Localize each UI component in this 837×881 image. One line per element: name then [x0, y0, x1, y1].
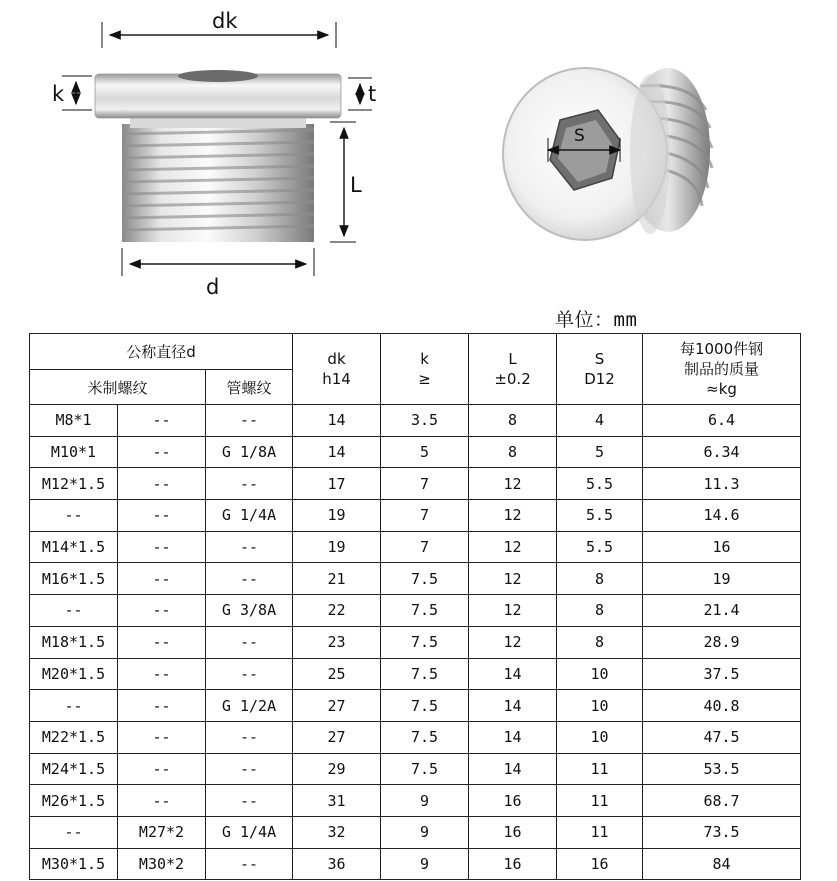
cell-weight: 68.7 [643, 785, 801, 817]
cell-L: 12 [469, 500, 557, 532]
cell-weight: 37.5 [643, 658, 801, 690]
spec-table [29, 333, 801, 880]
table-row [30, 531, 801, 563]
cell-metric-thread: -- [30, 500, 118, 532]
cell-S: 10 [557, 658, 643, 690]
cell-metric-thread: M16*1.5 [30, 563, 118, 595]
cell-metric-thread-2: -- [118, 563, 206, 595]
cell-k: 9 [381, 785, 469, 817]
cell-metric-thread: M8*1 [30, 405, 118, 437]
cell-metric-thread-2: -- [118, 405, 206, 437]
spec-table-body [30, 405, 801, 880]
cell-S: 8 [557, 595, 643, 627]
cell-pipe-thread: G 1/4A [206, 500, 293, 532]
cell-L: 14 [469, 721, 557, 753]
cell-weight: 40.8 [643, 690, 801, 722]
cell-dk: 14 [293, 436, 381, 468]
cell-k: 5 [381, 436, 469, 468]
cell-S: 5.5 [557, 468, 643, 500]
cell-metric-thread-2: -- [118, 531, 206, 563]
cell-dk: 22 [293, 595, 381, 627]
unit-label: 单位：mm [555, 309, 638, 331]
cell-dk: 25 [293, 658, 381, 690]
dim-label-k: k [52, 82, 65, 106]
cell-metric-thread: -- [30, 816, 118, 848]
cell-metric-thread: M14*1.5 [30, 531, 118, 563]
cell-metric-thread-2: -- [118, 595, 206, 627]
cell-L: 14 [469, 658, 557, 690]
header-dk: dk h14 [293, 334, 381, 405]
cell-metric-thread: M18*1.5 [30, 626, 118, 658]
table-row [30, 785, 801, 817]
cell-metric-thread: M10*1 [30, 436, 118, 468]
table-row [30, 626, 801, 658]
table-row [30, 563, 801, 595]
cell-k: 9 [381, 848, 469, 880]
cell-dk: 17 [293, 468, 381, 500]
cell-S: 5 [557, 436, 643, 468]
table-row [30, 721, 801, 753]
dim-label-t: t [368, 82, 377, 106]
cell-pipe-thread: -- [206, 753, 293, 785]
cell-dk: 32 [293, 816, 381, 848]
cell-S: 8 [557, 563, 643, 595]
cell-metric-thread-2: -- [118, 721, 206, 753]
cell-k: 7.5 [381, 626, 469, 658]
cell-L: 14 [469, 690, 557, 722]
cell-weight: 14.6 [643, 500, 801, 532]
cell-dk: 29 [293, 753, 381, 785]
cell-pipe-thread: -- [206, 531, 293, 563]
cell-L: 12 [469, 626, 557, 658]
dim-label-dk: dk [212, 9, 238, 33]
cell-metric-thread-2: -- [118, 468, 206, 500]
cell-weight: 16 [643, 531, 801, 563]
table-row [30, 753, 801, 785]
cell-k: 7.5 [381, 721, 469, 753]
cell-dk: 27 [293, 721, 381, 753]
cell-S: 11 [557, 785, 643, 817]
cell-metric-thread: -- [30, 595, 118, 627]
cell-pipe-thread: -- [206, 658, 293, 690]
cell-weight: 47.5 [643, 721, 801, 753]
cell-L: 16 [469, 848, 557, 880]
cell-metric-thread-2: -- [118, 785, 206, 817]
cell-pipe-thread: -- [206, 848, 293, 880]
cell-k: 7.5 [381, 753, 469, 785]
cell-L: 12 [469, 595, 557, 627]
perspective-view-plug [503, 68, 712, 240]
cell-L: 8 [469, 436, 557, 468]
cell-weight: 11.3 [643, 468, 801, 500]
cell-dk: 21 [293, 563, 381, 595]
cell-metric-thread-2: -- [118, 658, 206, 690]
cell-pipe-thread: -- [206, 721, 293, 753]
cell-S: 10 [557, 721, 643, 753]
cell-weight: 73.5 [643, 816, 801, 848]
cell-k: 7 [381, 468, 469, 500]
cell-k: 7.5 [381, 563, 469, 595]
header-L: L ±0.2 [469, 334, 557, 405]
table-row [30, 405, 801, 437]
cell-pipe-thread: G 3/8A [206, 595, 293, 627]
cell-weight: 6.34 [643, 436, 801, 468]
cell-S: 4 [557, 405, 643, 437]
table-row [30, 816, 801, 848]
table-row [30, 690, 801, 722]
cell-dk: 27 [293, 690, 381, 722]
cell-L: 8 [469, 405, 557, 437]
table-row [30, 500, 801, 532]
side-view-plug [52, 9, 376, 299]
cell-S: 11 [557, 753, 643, 785]
cell-L: 12 [469, 563, 557, 595]
cell-weight: 19 [643, 563, 801, 595]
cell-metric-thread-2: -- [118, 436, 206, 468]
cell-metric-thread: -- [30, 690, 118, 722]
cell-pipe-thread: G 1/2A [206, 690, 293, 722]
cell-metric-thread: M24*1.5 [30, 753, 118, 785]
cell-k: 9 [381, 816, 469, 848]
cell-k: 7.5 [381, 658, 469, 690]
cell-S: 5.5 [557, 531, 643, 563]
cell-dk: 19 [293, 531, 381, 563]
cell-metric-thread: M22*1.5 [30, 721, 118, 753]
product-drawings [0, 0, 837, 320]
header-nominal-diameter: 公称直径d [30, 334, 293, 370]
cell-k: 7 [381, 531, 469, 563]
header-pipe-thread: 管螺纹 [206, 370, 293, 405]
cell-k: 7.5 [381, 595, 469, 627]
cell-pipe-thread: -- [206, 563, 293, 595]
cell-L: 16 [469, 816, 557, 848]
table-row [30, 595, 801, 627]
header-metric-thread: 米制螺纹 [30, 370, 206, 405]
header-S: S D12 [557, 334, 643, 405]
cell-metric-thread: M26*1.5 [30, 785, 118, 817]
cell-k: 7.5 [381, 690, 469, 722]
cell-S: 10 [557, 690, 643, 722]
cell-metric-thread-2: -- [118, 690, 206, 722]
cell-pipe-thread: -- [206, 626, 293, 658]
table-row [30, 848, 801, 880]
cell-weight: 6.4 [643, 405, 801, 437]
cell-L: 16 [469, 785, 557, 817]
table-row [30, 436, 801, 468]
cell-weight: 21.4 [643, 595, 801, 627]
cell-weight: 28.9 [643, 626, 801, 658]
cell-L: 14 [469, 753, 557, 785]
cell-dk: 14 [293, 405, 381, 437]
cell-metric-thread-2: M27*2 [118, 816, 206, 848]
cell-weight: 84 [643, 848, 801, 880]
cell-dk: 19 [293, 500, 381, 532]
thread-body [122, 118, 314, 242]
dim-label-d: d [206, 275, 220, 299]
table-row [30, 468, 801, 500]
cell-L: 12 [469, 468, 557, 500]
cell-weight: 53.5 [643, 753, 801, 785]
cell-dk: 23 [293, 626, 381, 658]
header-k: k ≥ [381, 334, 469, 405]
cell-metric-thread-2: M30*2 [118, 848, 206, 880]
cell-L: 12 [469, 531, 557, 563]
dim-label-L: L [350, 173, 362, 197]
cell-metric-thread-2: -- [118, 626, 206, 658]
cell-dk: 36 [293, 848, 381, 880]
cell-metric-thread: M12*1.5 [30, 468, 118, 500]
cell-k: 3.5 [381, 405, 469, 437]
cell-pipe-thread: -- [206, 468, 293, 500]
table-row [30, 658, 801, 690]
cell-S: 16 [557, 848, 643, 880]
cell-metric-thread: M30*1.5 [30, 848, 118, 880]
cell-pipe-thread: -- [206, 785, 293, 817]
cell-S: 11 [557, 816, 643, 848]
cell-metric-thread-2: -- [118, 500, 206, 532]
dim-label-S: S [574, 126, 585, 146]
cell-pipe-thread: G 1/8A [206, 436, 293, 468]
cell-metric-thread-2: -- [118, 753, 206, 785]
header-weight: 每1000件钢 制品的质量 ≈kg [643, 334, 801, 405]
cell-S: 5.5 [557, 500, 643, 532]
cell-dk: 31 [293, 785, 381, 817]
cell-metric-thread: M20*1.5 [30, 658, 118, 690]
cell-k: 7 [381, 500, 469, 532]
cell-pipe-thread: G 1/4A [206, 816, 293, 848]
cell-pipe-thread: -- [206, 405, 293, 437]
cell-S: 8 [557, 626, 643, 658]
